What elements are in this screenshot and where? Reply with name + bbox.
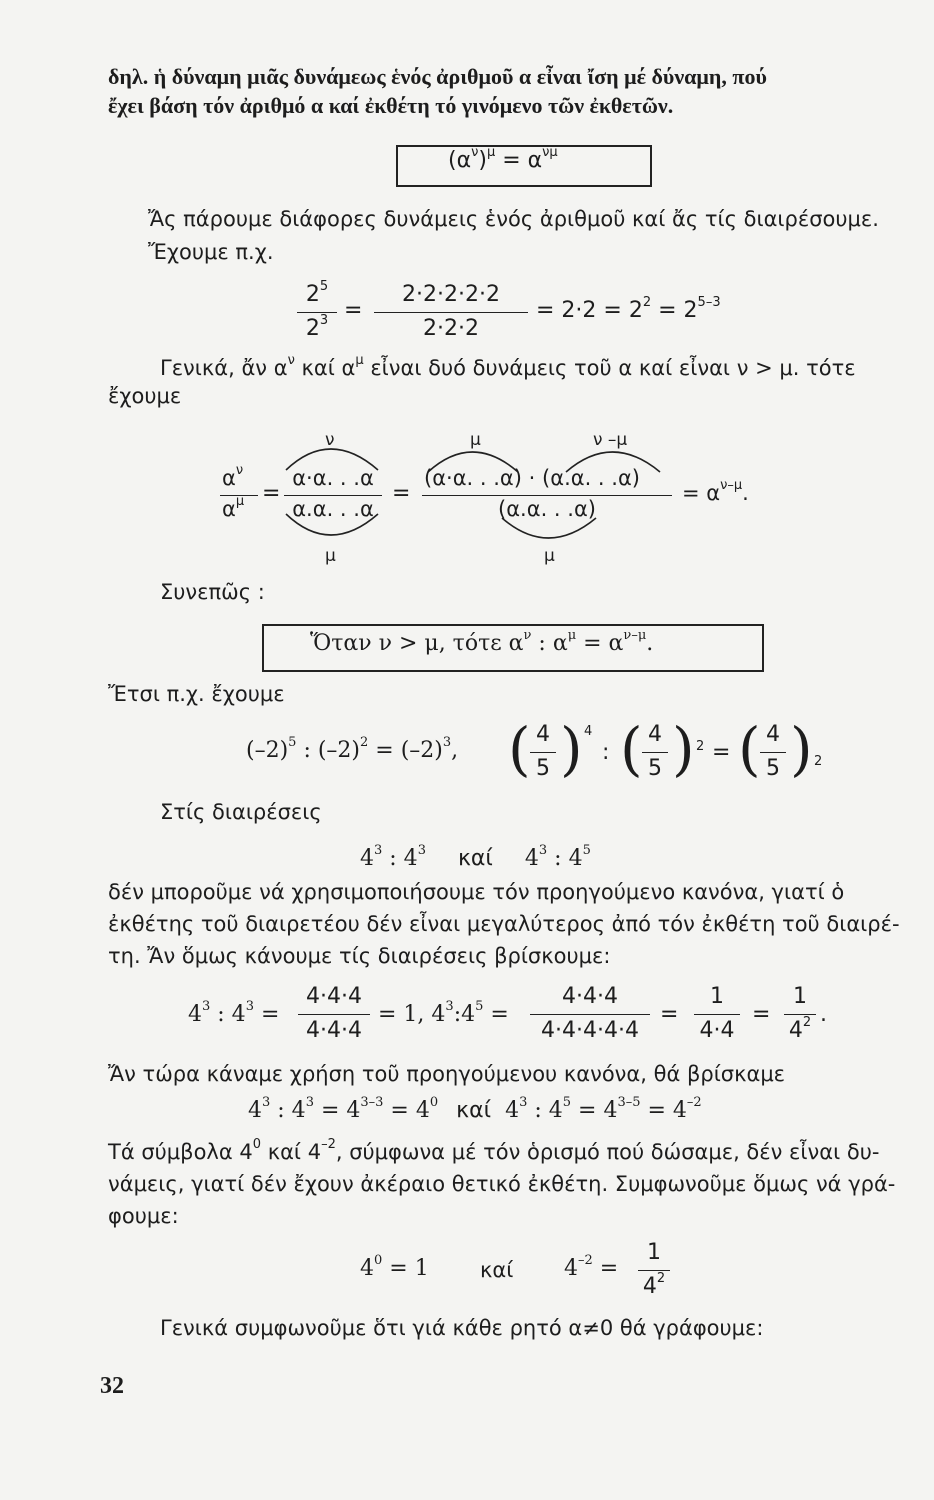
ex2-paren-close-1: ): [560, 715, 583, 783]
para2-line-2: ἔχουμε: [108, 384, 182, 408]
ex1-equals: =: [344, 298, 363, 323]
para3-line-3: τη. Ἄν ὅμως κάνουμε τίς διαιρέσεις βρίσκουμε:: [108, 944, 611, 968]
ex4-bar4: [784, 1014, 816, 1015]
ex2-frac2-bar: [642, 752, 668, 753]
ex4-den1: 4·4·4: [306, 1018, 362, 1043]
ex6-zero-power: $4^0 = 1$: [360, 1253, 429, 1281]
brace-label-mu-top: μ: [470, 430, 481, 450]
example-3: $4^3$ : $4^3$ καί $4^3$ : $4^5$: [360, 843, 591, 871]
para6: Γενικά συμφωνοῦμε ὅτι γιά κάθε ρητό α≠0 θά γράφουμε:: [160, 1316, 764, 1340]
ex2-frac3-bar: [760, 752, 786, 753]
ex2-frac2-den: 5: [648, 756, 662, 781]
ex6-num: 1: [647, 1240, 661, 1265]
general-bar-3: [422, 495, 672, 496]
ex6-kai: καί: [480, 1258, 514, 1282]
ex4-num2: 4·4·4: [562, 984, 618, 1009]
ex2-exp-2: 2: [696, 739, 705, 754]
divisions-label: Στίς διαιρέσεις: [160, 800, 322, 824]
intro-line-2: ἔχει βάση τόν ἀριθμό α καί ἐκθέτη τό γινόμενο τῶν ἐκθετῶν.: [108, 93, 674, 118]
para3-line-1: δέν μποροῦμε νά χρησιμοποιήσουμε τόν προηγούμενο κανόνα, γιατί ὁ: [108, 880, 845, 904]
general-num-2: (α·α. . .α) · (α.α. . .α): [424, 466, 640, 490]
brace-label-mu-bottom-1: μ: [325, 546, 336, 566]
ex1-numerator: 2·2·2·2·2: [402, 282, 500, 307]
ex6-den: $4^2$: [642, 1271, 666, 1299]
brace-label-nu: ν: [325, 430, 335, 450]
ex2-paren-open-1: (: [508, 715, 531, 783]
para5-line-2: νάμεις, γιατί δέν ἔχουν ἀκέραιο θετικό ἐκθέτη. Συμφωνοῦμε ὅμως νά γρά-: [108, 1172, 896, 1196]
lower-brace-2: [502, 518, 596, 538]
intro-line-1: δηλ. ἡ δύναμη μιᾶς δυνάμεως ἑνός ἀριθμοῦ α εἶναι ἴση μέ δύναμη, πού: [108, 64, 767, 89]
ex4-den2: 4·4·4·4·4: [541, 1018, 639, 1043]
general-result: = $\alpha^{\nu-\mu}$.: [682, 478, 749, 505]
ex2-paren-open-2: (: [620, 715, 643, 783]
ex2-equals: =: [712, 740, 731, 765]
ex4-bar1: [298, 1014, 370, 1015]
ex2-frac1-bar: [530, 752, 556, 753]
brace-label-nu-minus-mu: ν –μ: [593, 430, 628, 450]
ex4-end: .: [820, 1002, 827, 1027]
ex2-frac3-num: 4: [766, 722, 780, 747]
therefore-label: Συνεπῶς :: [160, 580, 265, 604]
thus-label: Ἔτσι π.χ. ἔχουμε: [108, 682, 285, 706]
brace-label-mu-bottom-2: μ: [544, 546, 555, 566]
ex4-result-a: = 1, $4^3:4^5$ =: [378, 999, 509, 1027]
para3-line-2: ἐκθέτης τοῦ διαιρετέου δέν εἶναι μεγαλύτερος ἀπό τόν ἐκθέτη τοῦ διαιρέ-: [108, 912, 900, 936]
ex4-den3: 4·4: [699, 1018, 735, 1043]
page-number: 32: [100, 1373, 124, 1399]
ex4-num4: 1: [793, 984, 807, 1009]
general-den-1: α.α. . .α: [292, 497, 374, 521]
ex2-frac1-den: 5: [536, 756, 550, 781]
ex4-bar2: [530, 1014, 650, 1015]
ex1-denominator-power: $2^3$: [305, 313, 329, 341]
ex1-result: = $2\cdot 2 = 2^2 = 2^{5-3}$: [536, 295, 721, 323]
ex6-negative-power: $4^{-2}$ =: [564, 1253, 619, 1281]
ex2-exp-1: 4: [584, 724, 593, 739]
general-bar-2: [284, 495, 382, 496]
ex4-bar3: [694, 1014, 740, 1015]
general-den-2: (α.α. . .α): [498, 497, 596, 521]
para2-line-1: Γενικά, ἄν $\alpha^\nu$ καί $\alpha^\mu$ εἶναι δυό δυνάμεις τοῦ α καί εἶναι ν > μ. τότε: [160, 353, 856, 380]
ex4-equals-3: =: [752, 1002, 771, 1027]
ex4-num3: 1: [710, 984, 724, 1009]
para5-line-1: Τά σύμβολα $4^0$ καί $4^{-2}$, σύμφωνα μέ τόν ὁρισμό πού δώσαμε, δέν εἶναι δυ-: [108, 1137, 880, 1164]
ex2-exp-3: 2: [814, 754, 823, 769]
para5-line-3: φουμε:: [108, 1204, 179, 1228]
para4: Ἄν τώρα κάναμε χρήση τοῦ προηγούμενου κανόνα, θά βρίσκαμε: [108, 1062, 786, 1086]
ex4-equals-2: =: [660, 1002, 679, 1027]
ex4-den4: $4^2$: [788, 1015, 812, 1043]
rule-division: Ὅταν ν > μ, τότε $\alpha^\nu$ : $\alpha^\mu = \alpha^{\nu-\mu}$.: [310, 628, 654, 656]
ex6-bar: [638, 1270, 670, 1271]
ex2-colon: :: [602, 740, 610, 765]
ex1-numerator-power: $2^5$: [305, 279, 329, 307]
a-power-mu: $\alpha^\mu$: [222, 494, 245, 521]
ex2-frac1-num: 4: [536, 722, 550, 747]
para1-line-1: Ἄς πάρουμε διάφορες δυνάμεις ἑνός ἀριθμοῦ καί ἄς τίς διαιρέσουμε.: [148, 207, 879, 231]
ex2-paren-close-3: ): [790, 715, 813, 783]
ex1-denominator: 2·2·2: [423, 316, 479, 341]
ex2-frac3-den: 5: [766, 756, 780, 781]
ex4-num1: 4·4·4: [306, 984, 362, 1009]
ex2-paren-open-3: (: [738, 715, 761, 783]
example-5: $4^3$ : $4^3 = 4^{3-3} = 4^0$ καί $4^3$ : $4^5 = 4^{3-5} = 4^{-2}$: [248, 1095, 702, 1123]
para1-line-2: Ἔχουμε π.χ.: [148, 240, 274, 264]
ex2-negative-two-powers: $(-2)^5$ : $(-2)^2 = (-2)^3$,: [246, 735, 459, 763]
general-equals-1: =: [262, 481, 281, 506]
a-power-nu: $\alpha^\nu$: [222, 463, 244, 490]
ex4-division-a: $4^3$ : $4^3$ =: [188, 999, 280, 1027]
general-equals-2: =: [392, 481, 411, 506]
ex2-frac2-num: 4: [648, 722, 662, 747]
rule-power-of-power: $(\alpha^\nu)^\mu = \alpha^{\nu\mu}$: [448, 145, 558, 173]
general-num-1: α·α. . .α: [292, 466, 374, 490]
ex2-paren-close-2: ): [672, 715, 695, 783]
